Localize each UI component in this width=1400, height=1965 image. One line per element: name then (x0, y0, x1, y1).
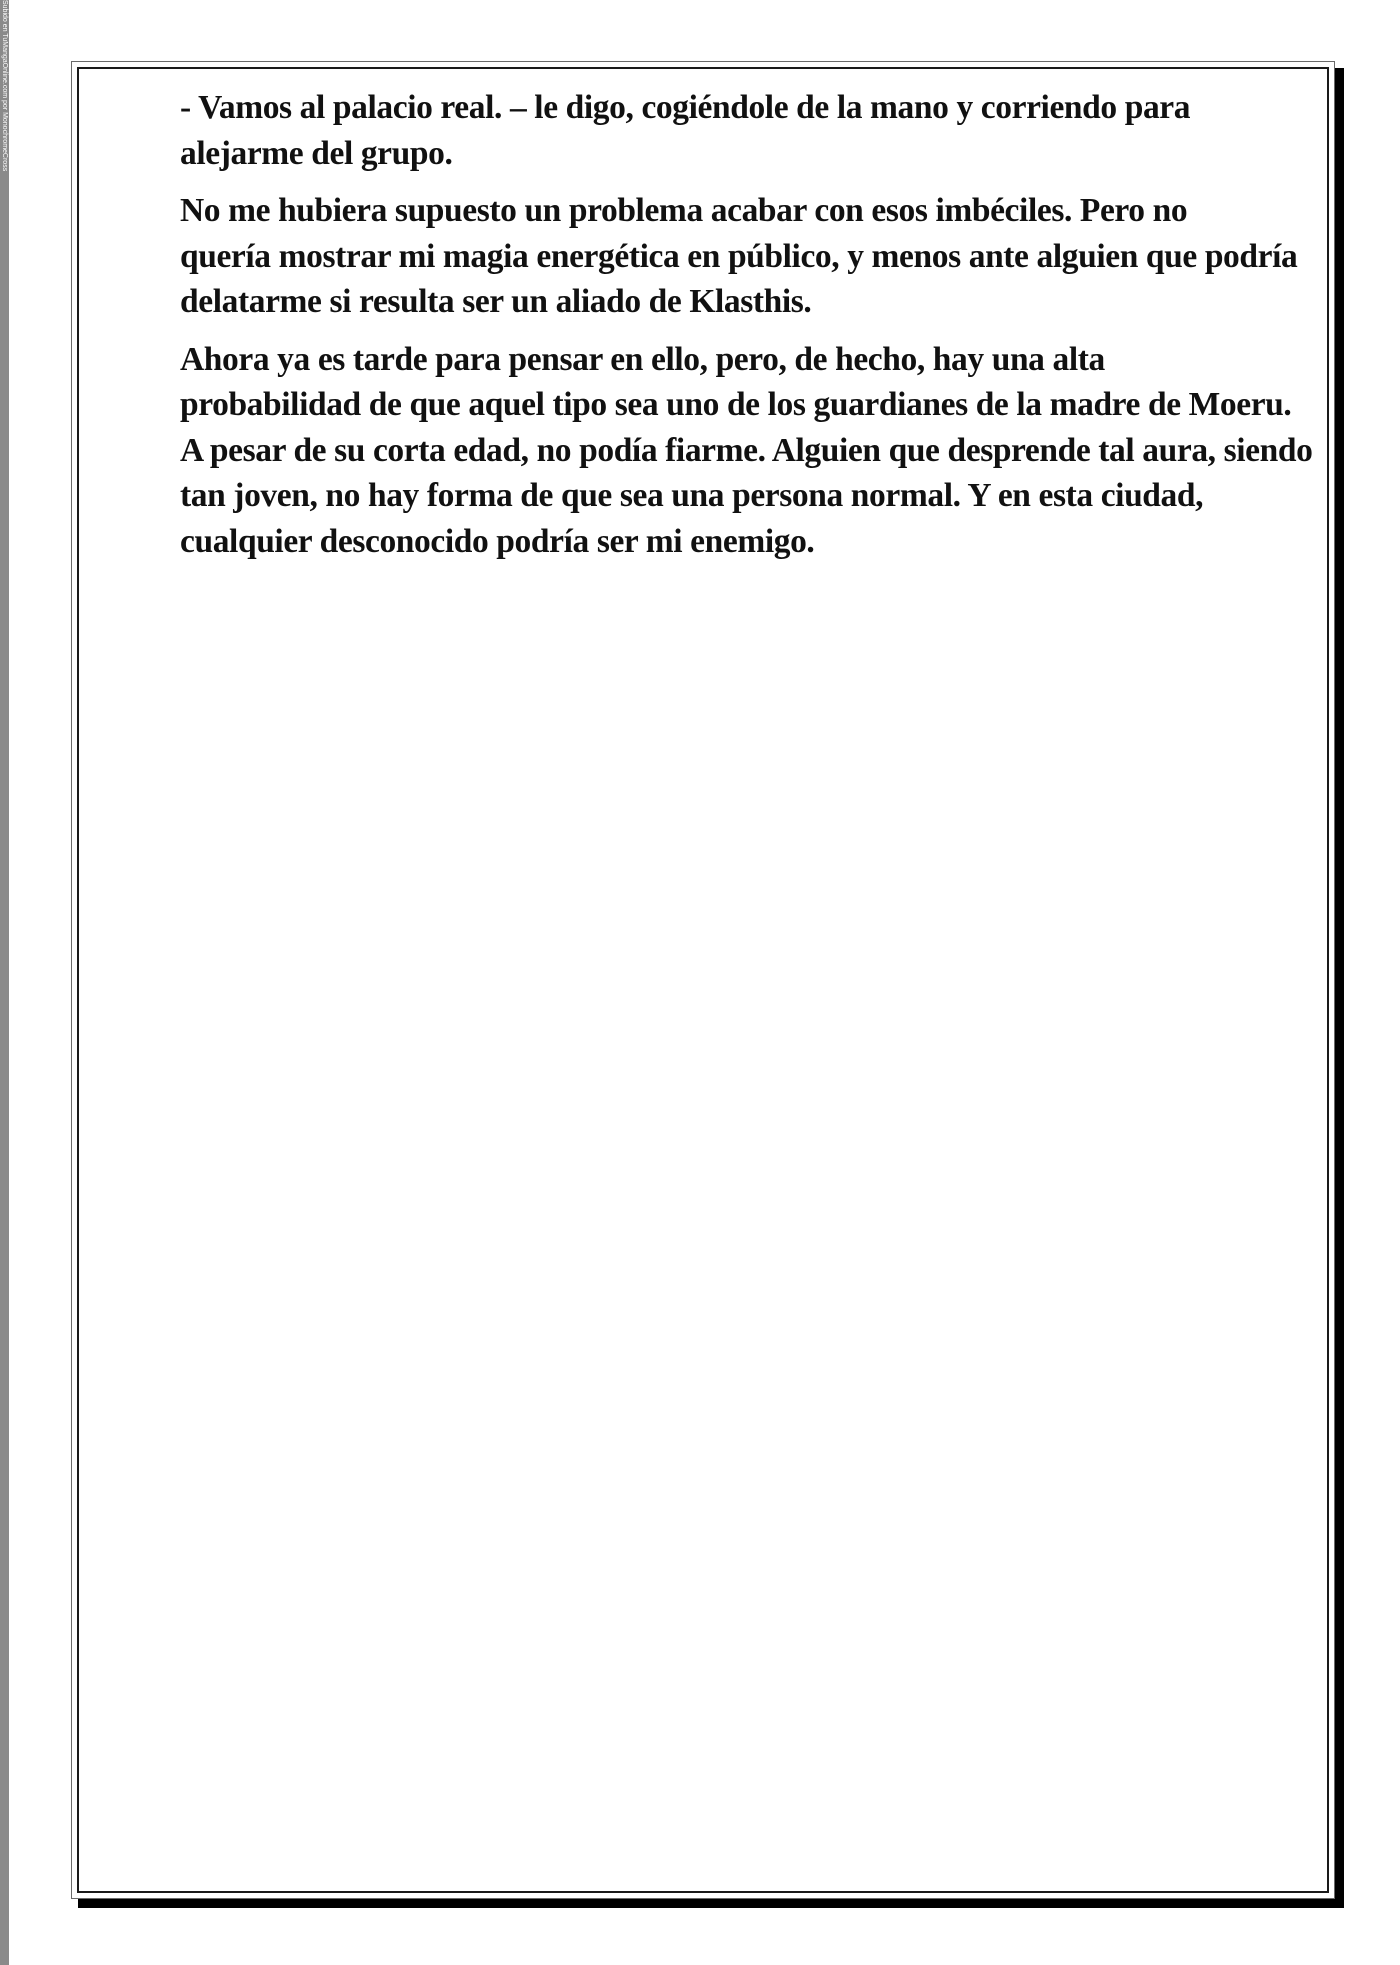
paragraph-3 (98, 337, 1320, 565)
text-line: alejarme del grupo. (180, 134, 453, 172)
text-line: A pesar de su corta edad, no podía fiarme. Alguien que desprende tal aura, siendo (180, 431, 1313, 469)
upload-credit-text: Subido en TuMangaOnline.com por MonochromeCross (1, 0, 8, 172)
text-line: No me hubiera supuesto un problema acabar con esos imbéciles. Pero no (180, 192, 1188, 229)
document-page (71, 61, 1335, 1899)
left-margin-strip (0, 0, 9, 1965)
paragraph-1 (98, 85, 1320, 176)
text-line: - Vamos al palacio real. – le digo, cogiéndole de la mano y corriendo para (180, 89, 1191, 126)
text-line: delatarme si resulta ser un aliado de Klasthis. (180, 283, 812, 320)
page-border (77, 67, 1329, 1893)
text-line: cualquier desconocido podría ser mi enemigo. (180, 522, 815, 560)
paragraph-2 (98, 188, 1320, 325)
text-line: quería mostrar mi magia energética en público, y menos ante alguien que podría (180, 237, 1298, 275)
text-line: tan joven, no hay forma de que sea una persona normal. Y en esta ciudad, (180, 477, 1204, 514)
text-line: Ahora ya es tarde para pensar en ello, pero, de hecho, hay una alta (180, 340, 1105, 378)
text-line: probabilidad de que aquel tipo sea uno de los guardianes de la madre de Moeru. (180, 386, 1292, 423)
page-body-text (98, 85, 1320, 576)
